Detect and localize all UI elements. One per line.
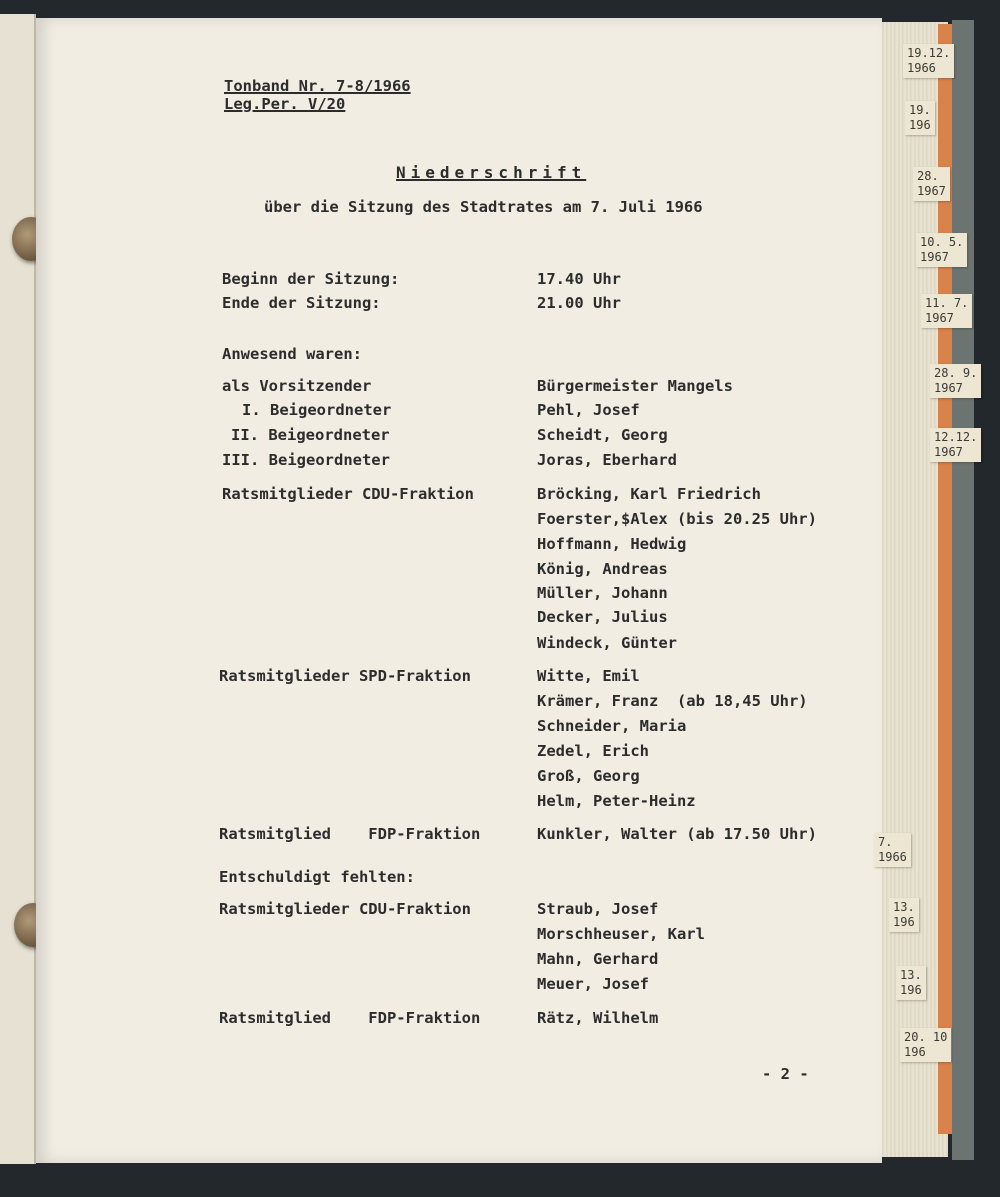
spd-member: Zedel, Erich (537, 742, 649, 760)
index-tab[interactable]: 7. 1966 (874, 833, 911, 867)
document-title: Niederschrift (396, 163, 587, 182)
official-name: Scheidt, Georg (537, 426, 668, 444)
index-tab[interactable]: 20. 10 196 (900, 1028, 951, 1062)
end-label: Ende der Sitzung: (222, 294, 381, 312)
legislative-period: Leg.Per. V/20 (224, 95, 346, 113)
fdp-member: Kunkler, Walter (ab 17.50 Uhr) (537, 825, 817, 843)
start-label: Beginn der Sitzung: (222, 270, 400, 288)
absent-cdu-label: Ratsmitglieder CDU-Fraktion (219, 900, 471, 918)
official-name: Bürgermeister Mangels (537, 377, 733, 395)
cdu-member: Decker, Julius (537, 608, 668, 626)
start-value: 17.40 Uhr (537, 270, 621, 288)
official-name: Joras, Eberhard (537, 451, 677, 469)
spd-label: Ratsmitglieder SPD-Fraktion (219, 667, 471, 685)
page-number: - 2 - (762, 1065, 809, 1083)
cdu-member: Hoffmann, Hedwig (537, 535, 687, 553)
spd-member: Helm, Peter-Heinz (537, 792, 696, 810)
spd-member: Krämer, Franz (ab 18,45 Uhr) (537, 692, 808, 710)
absent-fdp-member: Rätz, Wilhelm (537, 1009, 659, 1027)
document-subtitle: über die Sitzung des Stadtrates am 7. Juli 1966 (264, 198, 703, 216)
absent-cdu-member: Morschheuser, Karl (537, 925, 705, 943)
official-role: II. Beigeordneter (231, 426, 390, 444)
spd-member: Schneider, Maria (537, 717, 687, 735)
tape-number: Tonband Nr. 7-8/1966 (224, 77, 411, 95)
index-tab[interactable]: 28. 1967 (913, 167, 950, 201)
index-tab[interactable]: 13. 196 (896, 966, 926, 1000)
cdu-label: Ratsmitglieder CDU-Fraktion (222, 485, 474, 503)
spd-member: Witte, Emil (537, 667, 640, 685)
end-value: 21.00 Uhr (537, 294, 621, 312)
absent-cdu-member: Straub, Josef (537, 900, 659, 918)
index-tab[interactable]: 28. 9. 1967 (930, 364, 981, 398)
index-tab[interactable]: 13. 196 (889, 898, 919, 932)
cdu-member: Windeck, Günter (537, 634, 677, 652)
index-tab[interactable]: 11. 7. 1967 (921, 294, 972, 328)
cdu-member: Foerster,$Alex (bis 20.25 Uhr) (537, 510, 817, 528)
absent-heading: Entschuldigt fehlten: (219, 868, 415, 886)
fdp-label: Ratsmitglied FDP-Fraktion (219, 825, 481, 843)
index-tab[interactable]: 19.12. 1966 (903, 44, 954, 78)
index-tab[interactable]: 10. 5. 1967 (916, 233, 967, 267)
official-role: I. Beigeordneter (242, 401, 392, 419)
spd-member: Groß, Georg (537, 767, 640, 785)
cdu-member: Müller, Johann (537, 584, 668, 602)
official-role: III. Beigeordneter (222, 451, 390, 469)
absent-cdu-member: Meuer, Josef (537, 975, 649, 993)
index-tab[interactable]: 19. 196 (905, 101, 935, 135)
cdu-member: Bröcking, Karl Friedrich (537, 485, 761, 503)
present-heading: Anwesend waren: (222, 345, 362, 363)
index-tab[interactable]: 12.12. 1967 (930, 428, 981, 462)
absent-fdp-label: Ratsmitglied FDP-Fraktion (219, 1009, 481, 1027)
official-name: Pehl, Josef (537, 401, 640, 419)
cdu-member: König, Andreas (537, 560, 668, 578)
absent-cdu-member: Mahn, Gerhard (537, 950, 659, 968)
official-role: als Vorsitzender (222, 377, 372, 395)
